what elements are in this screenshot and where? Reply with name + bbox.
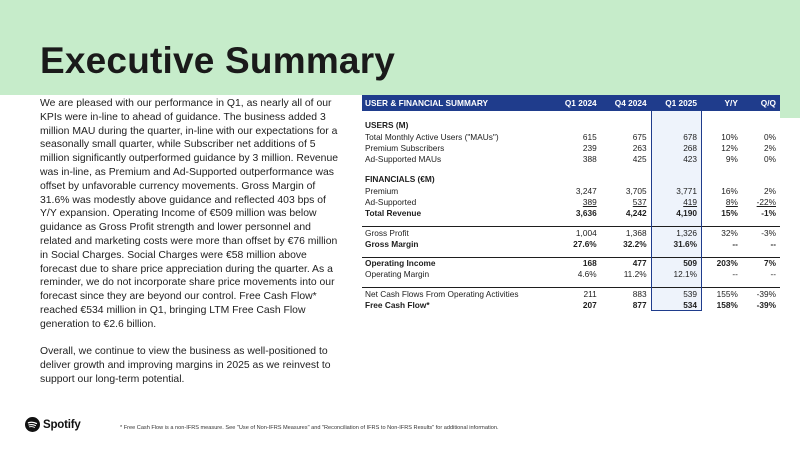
summary-paragraph-2: Overall, we continue to view the business as well-positioned to deliver growth and improving margins in 2025 as we reinvest to support our long-term potential. bbox=[40, 346, 331, 385]
cell-q1-2024: 168 bbox=[550, 257, 600, 268]
table-spacer-row bbox=[362, 111, 780, 119]
cell-q4-2024: 877 bbox=[601, 299, 651, 310]
table-cell bbox=[651, 280, 701, 288]
table-row bbox=[362, 207, 780, 218]
cell-q1-2024: 27.6% bbox=[550, 238, 600, 249]
table-cell bbox=[742, 111, 780, 119]
row-label: Net Cash Flows From Operating Activities bbox=[362, 288, 550, 299]
cell-qq: 2% bbox=[742, 142, 780, 153]
row-label: Ad-Supported bbox=[362, 196, 550, 207]
table-cell bbox=[742, 165, 780, 173]
cell-yy: 15% bbox=[702, 207, 742, 218]
cell-q1-2024: 1,004 bbox=[550, 227, 600, 238]
cell-q4-2024: 263 bbox=[601, 142, 651, 153]
table-section-row bbox=[362, 173, 780, 185]
table-row bbox=[362, 131, 780, 142]
section-label: USERS (M) bbox=[362, 119, 550, 131]
financial-summary-table bbox=[362, 95, 780, 311]
cell-yy: -- bbox=[702, 269, 742, 280]
table-cell bbox=[550, 249, 600, 257]
table-cell bbox=[651, 219, 701, 227]
cell-q1-2025: 534 bbox=[651, 299, 701, 310]
row-label: Gross Margin bbox=[362, 238, 550, 249]
cell-q1-2025: 4,190 bbox=[651, 207, 701, 218]
row-label: Operating Income bbox=[362, 257, 550, 268]
cell-q4-2024 bbox=[601, 196, 651, 207]
table-cell bbox=[702, 111, 742, 119]
table-cell bbox=[651, 111, 701, 119]
table-cell bbox=[601, 165, 651, 173]
table-cell bbox=[362, 111, 550, 119]
table-cell bbox=[550, 165, 600, 173]
cell-yy: 158% bbox=[702, 299, 742, 310]
header-label: USER & FINANCIAL SUMMARY bbox=[362, 95, 550, 111]
table-row bbox=[362, 154, 780, 165]
table-cell bbox=[702, 280, 742, 288]
table-cell bbox=[362, 249, 550, 257]
row-label: Operating Margin bbox=[362, 269, 550, 280]
summary-paragraph-1: We are pleased with our performance in Q1, as nearly all of our KPIs were in-line to ahead of guidance. The business added 3 million MAU during the quarter, in-line with our expectations for a seasonally small quarter, while Subscriber net additions of 5 million significantly outperformed guidance by 3 million. Revenue was in-line, as Premium and Ad-Supported outperformance was offset by unfavorable currency movements. Gross Margin of 31.6% was modestly above guidance and reflected 403 bps of Y/Y expansion. Operating Income of €509 million was below guidance as Gross Profit strength and lower personnel and related and marketing costs were more than offset by €76 million in Social Charges. Social Charges were €58 million above forecast due to share price appreciation during the quarter. As a reminder, we do not incorporate share price movements into our forecast since they are beyond our control. Free Cash Flow* reached €534 million in Q1, bringing LTM Free Cash Flow generation to €2.6 billion. bbox=[40, 98, 339, 330]
cell-q1-2024: 207 bbox=[550, 299, 600, 310]
table-row bbox=[362, 185, 780, 196]
cell-yy: 32% bbox=[702, 227, 742, 238]
table-cell bbox=[550, 280, 600, 288]
cell-q1-2024: 3,636 bbox=[550, 207, 600, 218]
cell-q1-2024: 4.6% bbox=[550, 269, 600, 280]
cell-qq: -1% bbox=[742, 207, 780, 218]
summary-text bbox=[0, 95, 362, 407]
table-cell bbox=[742, 173, 780, 185]
header-q1-2024: Q1 2024 bbox=[550, 95, 600, 111]
cell-q1-2025: 1,326 bbox=[651, 227, 701, 238]
cell-q4-2024: 32.2% bbox=[601, 238, 651, 249]
cell-qq bbox=[742, 196, 780, 207]
table-header-row bbox=[362, 95, 780, 111]
table-row bbox=[362, 269, 780, 280]
table-cell bbox=[601, 280, 651, 288]
cell-value: 537 bbox=[632, 196, 647, 207]
table-spacer-row bbox=[362, 249, 780, 257]
table-cell bbox=[702, 219, 742, 227]
cell-yy: 203% bbox=[702, 257, 742, 268]
cell-q1-2025: 12.1% bbox=[651, 269, 701, 280]
cell-value: -22% bbox=[756, 196, 776, 207]
cell-q1-2025: 31.6% bbox=[651, 238, 701, 249]
table-cell bbox=[651, 249, 701, 257]
table-cell bbox=[702, 119, 742, 131]
table-section-row bbox=[362, 119, 780, 131]
table-cell bbox=[550, 173, 600, 185]
table-spacer-row bbox=[362, 165, 780, 173]
table-cell bbox=[362, 165, 550, 173]
table-cell bbox=[742, 219, 780, 227]
spotify-logo bbox=[25, 417, 81, 432]
table-cell bbox=[742, 280, 780, 288]
cell-qq: -- bbox=[742, 269, 780, 280]
cell-yy: 9% bbox=[702, 154, 742, 165]
table-row bbox=[362, 196, 780, 207]
cell-yy: 16% bbox=[702, 185, 742, 196]
cell-q1-2024: 3,247 bbox=[550, 185, 600, 196]
row-label: Gross Profit bbox=[362, 227, 550, 238]
section-label: FINANCIALS (€M) bbox=[362, 173, 550, 185]
cell-q4-2024: 477 bbox=[601, 257, 651, 268]
table-cell bbox=[651, 173, 701, 185]
cell-q1-2024 bbox=[550, 196, 600, 207]
row-label: Total Monthly Active Users ("MAUs") bbox=[362, 131, 550, 142]
spotify-logo-icon bbox=[25, 417, 40, 432]
header-qq: Q/Q bbox=[742, 95, 780, 111]
spotify-wordmark: Spotify bbox=[43, 418, 81, 431]
table-cell bbox=[550, 119, 600, 131]
footnote: * Free Cash Flow is a non-IFRS measure. See "Use of Non-IFRS Measures" and "Reconciliation of IFRS to Non-IFRS Results" for additional information. bbox=[120, 425, 499, 431]
table-cell bbox=[702, 165, 742, 173]
cell-q1-2024: 615 bbox=[550, 131, 600, 142]
cell-q4-2024: 883 bbox=[601, 288, 651, 299]
row-label: Free Cash Flow* bbox=[362, 299, 550, 310]
table-cell bbox=[362, 219, 550, 227]
table-row bbox=[362, 288, 780, 299]
row-label: Total Revenue bbox=[362, 207, 550, 218]
table-row bbox=[362, 142, 780, 153]
cell-value: 419 bbox=[683, 196, 698, 207]
cell-q1-2025 bbox=[651, 196, 701, 207]
table-cell bbox=[601, 119, 651, 131]
table-cell bbox=[601, 249, 651, 257]
cell-qq: 7% bbox=[742, 257, 780, 268]
cell-q1-2025: 678 bbox=[651, 131, 701, 142]
cell-qq: -- bbox=[742, 238, 780, 249]
table-row bbox=[362, 257, 780, 268]
table-cell bbox=[702, 173, 742, 185]
table-spacer-row bbox=[362, 219, 780, 227]
table-row bbox=[362, 299, 780, 310]
table-cell bbox=[651, 119, 701, 131]
cell-qq: 2% bbox=[742, 185, 780, 196]
page-title: Executive Summary bbox=[40, 40, 396, 81]
table-cell bbox=[601, 219, 651, 227]
table-cell bbox=[550, 219, 600, 227]
cell-yy bbox=[702, 196, 742, 207]
cell-q4-2024: 1,368 bbox=[601, 227, 651, 238]
table-cell bbox=[742, 249, 780, 257]
cell-yy: 10% bbox=[702, 131, 742, 142]
table-row bbox=[362, 227, 780, 238]
cell-q1-2024: 211 bbox=[550, 288, 600, 299]
table-cell bbox=[742, 119, 780, 131]
cell-q4-2024: 3,705 bbox=[601, 185, 651, 196]
table-cell bbox=[601, 173, 651, 185]
table-spacer-row bbox=[362, 280, 780, 288]
header-q1-2025: Q1 2025 bbox=[651, 95, 701, 111]
header-q4-2024: Q4 2024 bbox=[601, 95, 651, 111]
cell-q1-2024: 388 bbox=[550, 154, 600, 165]
cell-q4-2024: 675 bbox=[601, 131, 651, 142]
cell-value: 389 bbox=[582, 196, 597, 207]
table-cell bbox=[601, 111, 651, 119]
row-label: Premium Subscribers bbox=[362, 142, 550, 153]
cell-q4-2024: 425 bbox=[601, 154, 651, 165]
cell-qq: -39% bbox=[742, 288, 780, 299]
cell-q4-2024: 4,242 bbox=[601, 207, 651, 218]
cell-q1-2024: 239 bbox=[550, 142, 600, 153]
table-cell bbox=[550, 111, 600, 119]
cell-q1-2025: 3,771 bbox=[651, 185, 701, 196]
cell-qq: -3% bbox=[742, 227, 780, 238]
cell-q1-2025: 423 bbox=[651, 154, 701, 165]
cell-yy: 12% bbox=[702, 142, 742, 153]
cell-yy: -- bbox=[702, 238, 742, 249]
cell-qq: 0% bbox=[742, 154, 780, 165]
table-cell bbox=[362, 280, 550, 288]
cell-value: 8% bbox=[725, 196, 738, 207]
cell-qq: -39% bbox=[742, 299, 780, 310]
table-row bbox=[362, 238, 780, 249]
cell-q1-2025: 268 bbox=[651, 142, 701, 153]
row-label: Premium bbox=[362, 185, 550, 196]
cell-q4-2024: 11.2% bbox=[601, 269, 651, 280]
cell-q1-2025: 509 bbox=[651, 257, 701, 268]
cell-q1-2025: 539 bbox=[651, 288, 701, 299]
table-cell bbox=[651, 165, 701, 173]
row-label: Ad-Supported MAUs bbox=[362, 154, 550, 165]
cell-yy: 155% bbox=[702, 288, 742, 299]
table-cell bbox=[702, 249, 742, 257]
header-yy: Y/Y bbox=[702, 95, 742, 111]
cell-qq: 0% bbox=[742, 131, 780, 142]
